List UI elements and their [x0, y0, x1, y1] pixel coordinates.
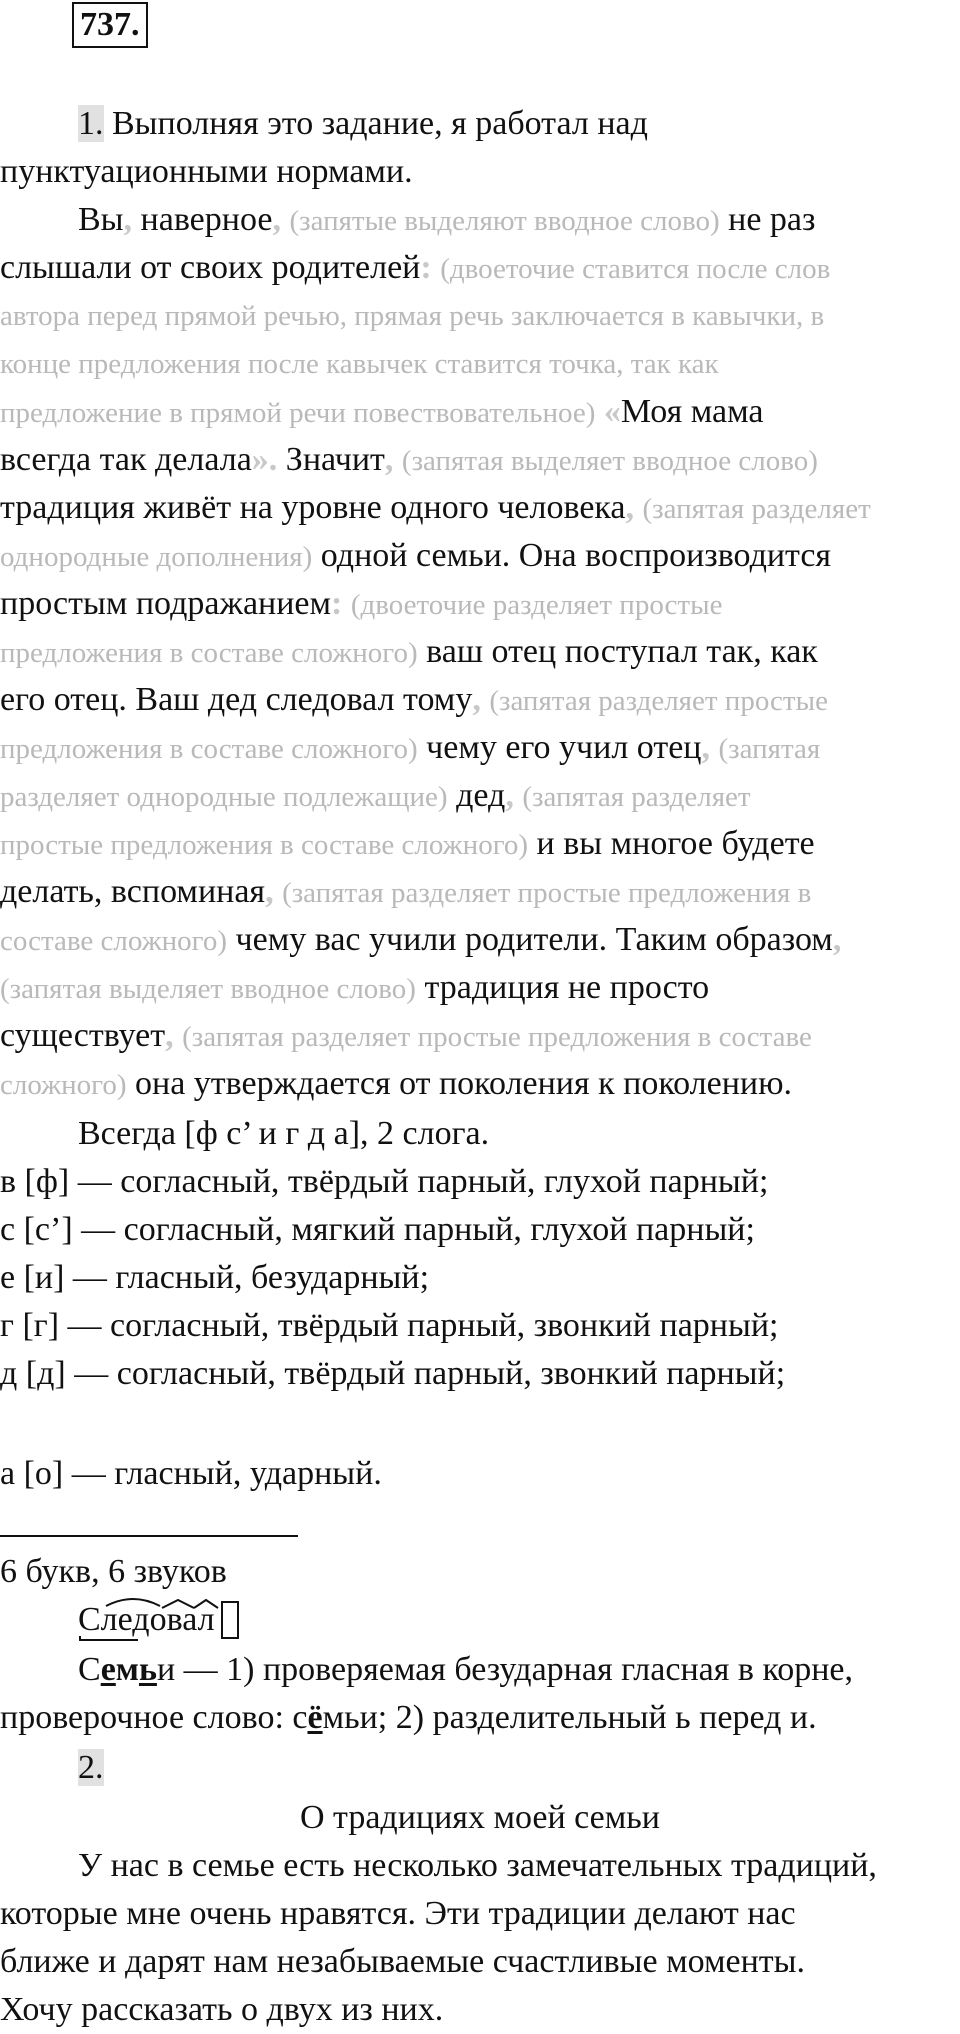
- text-line: существует, (запятая разделяет простые предложения в составе: [0, 1017, 812, 1054]
- phonetic-row: а [о] — гласный, ударный.: [0, 1455, 382, 1492]
- text-line: всегда так делала». Значит, (запятая выделяет вводное слово): [0, 441, 818, 478]
- letters-sounds-count: 6 букв, 6 звуков: [0, 1553, 227, 1590]
- text-line: конце предложения после кавычек ставится точка, так как: [0, 348, 719, 380]
- text-line: делать, вспоминая, (запятая разделяет простые предложения в: [0, 873, 812, 910]
- morphemic-word: Следовал: [78, 1601, 215, 1638]
- text-line: Вы, наверное, (запятые выделяют вводное слово) не раз: [78, 201, 816, 238]
- text-line: автора перед прямой речью, прямая речь заключается в кавычки, в: [0, 300, 825, 332]
- phonetic-head: Всегда [ф с’ и г д а], 2 слога.: [78, 1115, 490, 1152]
- morphemic-analysis: [78, 1596, 215, 1644]
- text-line: составе сложного) чему вас учили родители. Таким образом,: [0, 921, 842, 958]
- text-line: простым подражанием: (двоеточие разделяет простые: [0, 585, 723, 622]
- phonetic-row: с [с’] — согласный, мягкий парный, глухой парный;: [0, 1211, 755, 1248]
- text-line: предложения в составе сложного) чему его учил отец, (запятая: [0, 729, 821, 766]
- spelling-line: Семьи — 1) проверяемая безударная гласная в корне,: [78, 1651, 854, 1688]
- task2-number: 2.: [78, 1749, 104, 1786]
- text-line: слышали от своих родителей: (двоеточие ставится после слов: [0, 249, 831, 286]
- text-line: простые предложения в составе сложного) и вы многое будете: [0, 825, 815, 862]
- text-line: предложение в прямой речи повествовательное) «Моя мама: [0, 393, 764, 430]
- text-line: предложения в составе сложного) ваш отец поступал так, как: [0, 633, 818, 670]
- phonetic-row: г [г] — согласный, твёрдый парный, звонкий парный;: [0, 1307, 779, 1344]
- phonetic-row: в [ф] — согласный, твёрдый парный, глухой парный;: [0, 1163, 769, 1200]
- exercise-number: 737.: [72, 2, 148, 48]
- essay-line: У нас в семье есть несколько замечательных традиций,: [78, 1847, 877, 1884]
- phonetic-row: д [д] — согласный, твёрдый парный, звонкий парный;: [0, 1355, 786, 1392]
- text-line: (запятая выделяет вводное слово) традиция не просто: [0, 969, 710, 1006]
- essay-line: которые мне очень нравятся. Эти традиции делают нас: [0, 1895, 796, 1932]
- phonetic-row: е [и] — гласный, безударный;: [0, 1259, 430, 1296]
- text-line: разделяет однородные подлежащие) дед, (запятая разделяет: [0, 777, 751, 814]
- text-line: однородные дополнения) одной семьи. Она воспроизводится: [0, 537, 832, 574]
- spelling-line-2: проверочное слово: сёмьи; 2) разделительный ь перед и.: [0, 1699, 817, 1736]
- text-line: его отец. Ваш дед следовал тому, (запятая разделяет простые: [0, 681, 828, 718]
- divider-line: [0, 1535, 298, 1537]
- essay-title: О традициях моей семьи: [300, 1799, 660, 1836]
- task1-intro-line-2: пунктуационными нормами.: [0, 153, 413, 190]
- task1-intro-line: 1. Выполняя это задание, я работал над: [78, 105, 648, 142]
- morpheme-marks: [78, 1596, 248, 1644]
- text-line: сложного) она утверждается от поколения к поколению.: [0, 1065, 793, 1102]
- essay-line: Хочу рассказать о двух из них.: [0, 1991, 444, 2028]
- text-line: традиция живёт на уровне одного человека, (запятая разделяет: [0, 489, 871, 526]
- essay-line: ближе и дарят нам незабываемые счастливые моменты.: [0, 1943, 805, 1980]
- task1-number: 1.: [78, 105, 104, 142]
